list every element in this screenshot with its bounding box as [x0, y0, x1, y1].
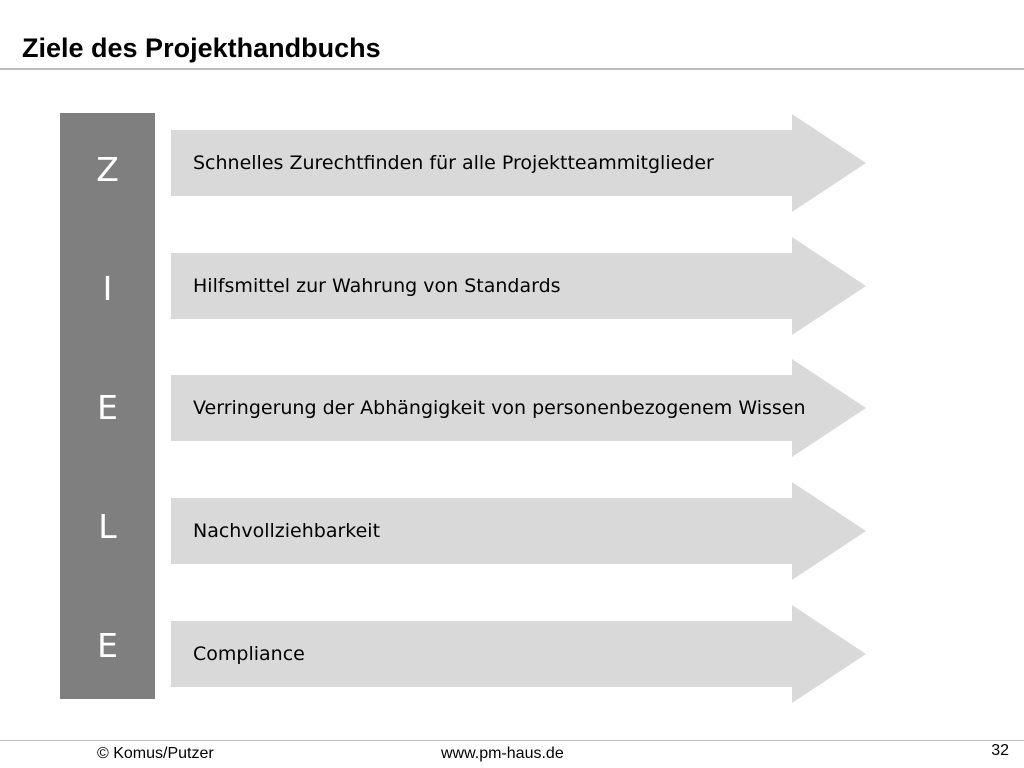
goal-label-traceability: Nachvollziehbarkeit [193, 520, 381, 542]
goal-label-standards: Hilfsmittel zur Wahrung von Standards [193, 275, 561, 297]
goal-label-knowledge: Verringerung der Abhängigkeit von personenbezogenem Wissen [193, 397, 806, 419]
goal-label-compliance: Compliance [193, 643, 305, 665]
letter-l: L [98, 507, 117, 546]
letter-i: I [102, 269, 113, 308]
page-number: 32 [991, 742, 1009, 759]
goal-label-quick-orientation: Schnelles Zurechtfinden für alle Projektteammitglieder [193, 152, 714, 174]
footer-copyright: © Komus/Putzer [97, 745, 214, 762]
letter-e-1: E [97, 388, 118, 427]
ziele-letter-bar [60, 113, 155, 699]
footer-url: www.pm-haus.de [441, 745, 564, 762]
letter-z: Z [96, 150, 119, 189]
letter-e-2: E [97, 626, 118, 665]
slide-title: Ziele des Projekthandbuchs [22, 33, 381, 63]
footer-divider [0, 740, 1024, 741]
